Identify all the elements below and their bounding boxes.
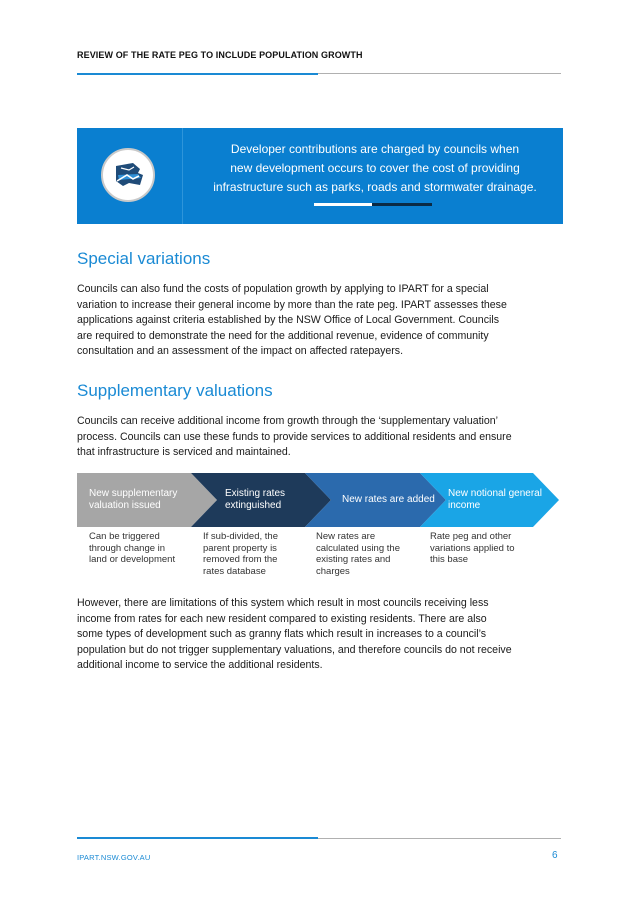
header-rule-blue (77, 73, 318, 75)
footer-rule-blue (77, 837, 318, 839)
paragraph-line: population but do not trigger supplementary valuations, and therefore councils do not receive (77, 643, 512, 656)
flow-desc-line: charges (316, 565, 350, 577)
paragraph-line: process. Councils can use these funds to provide services to additional residents and ensure (77, 430, 512, 443)
callout-text (195, 140, 555, 197)
paragraph-line: Councils can also fund the costs of population growth by applying to IPART for a special (77, 283, 489, 295)
paragraph-line: However, there are limitations of this system which result in most councils receiving less (77, 597, 489, 609)
flow-desc-line: variations applied to (430, 542, 515, 554)
paragraph-line: are required to demonstrate the need for the additional revenue, evidence of community (77, 329, 489, 342)
supplementary-valuations-heading: Supplementary valuations (77, 381, 273, 400)
flow-desc-line: this base (430, 554, 469, 565)
flow-desc-line: land or development (89, 554, 176, 565)
paragraph-line: consultation and an assessment of the impact on affected ratepayers. (77, 345, 404, 357)
paragraph-line: some types of development such as granny flats which result in increases to a council’s (77, 628, 487, 640)
flow-desc-line: through change in (89, 542, 166, 554)
limitations-paragraph (77, 596, 565, 674)
callout-bar-light (314, 203, 372, 206)
flow-label-line: income (448, 500, 481, 511)
paragraph-line: income from rates for each new resident compared to existing residents. There are also (77, 612, 487, 625)
developer-contributions-callout (77, 128, 563, 224)
flow-step-label (225, 488, 285, 512)
flow-label-line: valuation issued (89, 500, 161, 511)
infrastructure-icon (101, 148, 155, 202)
flow-desc-line: parent property is (203, 542, 277, 554)
page-number: 6 (552, 850, 558, 861)
callout-bar-dark (372, 203, 432, 206)
footer-rule-grey (318, 838, 561, 839)
paragraph-line: Councils can receive additional income from growth through the ‘supplementary valuation’ (77, 415, 499, 427)
flow-desc-line: rates database (203, 565, 266, 577)
footer-website-link[interactable]: IPART.NSW.GOV.AU (77, 853, 151, 862)
paragraph-line: additional income to service the additional residents. (77, 659, 323, 671)
flow-step-label (342, 494, 435, 506)
supplementary-valuation-process-flow (77, 473, 559, 527)
flow-label-line: New supplementary (89, 488, 178, 499)
flow-step-label (448, 488, 542, 512)
callout-divider (182, 128, 183, 224)
flow-label-line: New notional general (448, 488, 542, 499)
flow-step-description (316, 531, 400, 577)
special-variations-heading: Special variations (77, 249, 211, 268)
flow-label-line: New rates are added (342, 494, 435, 505)
flow-desc-line: Can be triggered (89, 531, 160, 542)
paragraph-line: variation to increase their general income by more than the rate peg. IPART assesses these (77, 298, 507, 311)
flow-label-line: extinguished (225, 500, 282, 511)
flow-step-description (430, 531, 515, 566)
page-header-title: REVIEW OF THE RATE PEG TO INCLUDE POPULATION GROWTH (77, 50, 363, 60)
supplementary-valuations-paragraph (77, 414, 565, 461)
flow-step-description (203, 531, 278, 577)
special-variations-paragraph (77, 282, 565, 360)
flow-desc-line: Rate peg and other (430, 531, 512, 542)
paragraph-line: that infrastructure is serviced and maintained. (77, 446, 291, 458)
flow-step-description (89, 531, 175, 566)
flow-desc-line: calculated using the (316, 542, 400, 554)
flow-label-line: Existing rates (225, 488, 286, 499)
flow-desc-line: removed from the (203, 554, 278, 565)
header-rule-grey (318, 73, 561, 74)
callout-line: infrastructure such as parks, roads and stormwater drainage. (213, 180, 537, 194)
callout-line: Developer contributions are charged by councils when (230, 142, 520, 156)
flow-step-label (89, 488, 177, 512)
paragraph-line: applications against criteria established by the NSW Office of Local Government. Councils (77, 314, 499, 326)
flow-desc-line: If sub-divided, the (203, 531, 278, 542)
flow-desc-line: existing rates and (316, 554, 391, 565)
flow-desc-line: New rates are (316, 531, 376, 542)
callout-line: new development occurs to cover the cost of providing (230, 161, 520, 175)
